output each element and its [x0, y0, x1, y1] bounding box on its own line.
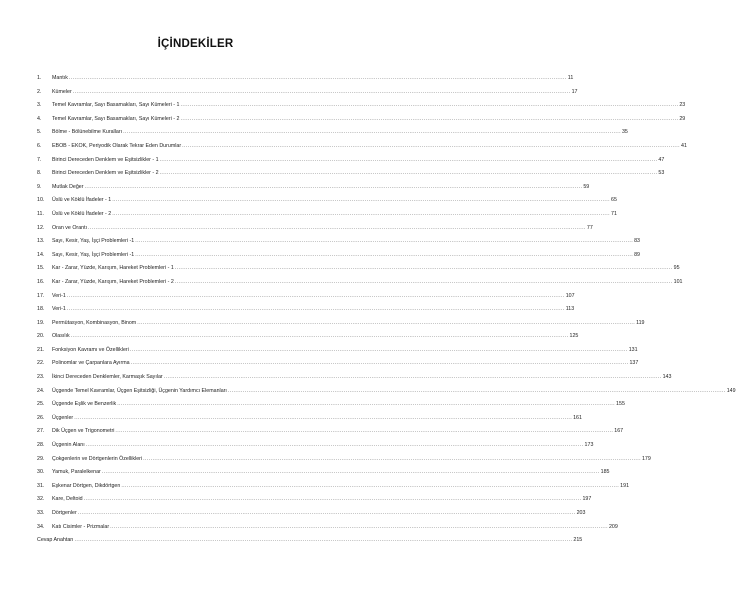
entry-page: 209	[608, 523, 618, 530]
entry-number: 16.	[37, 278, 45, 285]
entry-title: Dörtgenler	[52, 510, 77, 516]
entry-number: 25.	[37, 401, 45, 408]
entry-title: Sayı, Kesir, Yaş, İşçi Problemleri -1	[52, 238, 135, 245]
entry-page: 203	[576, 510, 586, 516]
dot-leader	[180, 99, 678, 113]
entry-title: Fonksiyon Kavramı ve Özellikleri	[52, 346, 129, 353]
dot-leader	[112, 194, 610, 208]
toc-entry[interactable]	[37, 466, 610, 480]
entry-number: 15.	[37, 265, 45, 272]
toc-entry[interactable]	[37, 140, 687, 154]
toc-entry[interactable]	[37, 453, 651, 467]
toc-entry[interactable]	[37, 194, 617, 208]
entry-title: Kümeler	[52, 88, 72, 95]
entry-title: Üçgenler	[52, 414, 74, 421]
toc-entry[interactable]	[37, 181, 590, 195]
toc-entry[interactable]	[37, 249, 640, 263]
dot-leader	[160, 154, 658, 168]
entry-number: 28.	[37, 442, 45, 449]
entry-page: 23	[679, 102, 686, 109]
toc-entry[interactable]	[37, 126, 628, 140]
entry-page: 53	[658, 170, 665, 177]
toc-entry[interactable]	[37, 154, 665, 168]
entry-title: Mantık	[52, 75, 68, 81]
entry-title: Üçgende Eşlik ve Benzerlik	[52, 401, 117, 408]
entry-page: 197	[582, 496, 592, 503]
entry-title: Permütasyon, Kombinasyon, Binom	[52, 319, 137, 326]
entry-title: Birinci Dereceden Denklem ve Eşitsizlikler - 1	[52, 156, 159, 163]
toc-entry[interactable]	[37, 86, 578, 100]
entry-number: 7.	[37, 156, 42, 163]
entry-title: Üçgenin Alanı	[52, 442, 85, 449]
dot-leader	[88, 222, 586, 236]
entry-page: 161	[573, 414, 582, 421]
entry-title: Kare, Deltoid	[52, 496, 83, 503]
entry-page: 65	[611, 197, 617, 204]
entry-title: Kar - Zarar, Yüzde, Karışım, Hareket Problemleri - 2	[52, 278, 174, 285]
entry-number: 30.	[37, 469, 45, 476]
entry-page: 131	[628, 346, 638, 353]
dot-leader	[175, 262, 673, 276]
entry-number: 9.	[37, 183, 42, 190]
dot-leader	[75, 534, 573, 548]
entry-title: Üslü ve Köklü İfadeler - 1	[52, 197, 112, 204]
entry-number: 26.	[37, 414, 45, 421]
entry-title: Sayı, Kesir, Yaş, İşçi Problemleri -1	[52, 251, 135, 258]
dot-leader	[130, 344, 628, 358]
dot-leader	[123, 126, 621, 140]
dot-leader	[73, 86, 571, 100]
dot-leader	[115, 425, 613, 439]
dot-leader	[67, 303, 565, 317]
entry-title: EBOB - EKOK, Periyodik Olarak Tekrar Eden Durumlar	[52, 142, 182, 149]
entry-page: 149	[726, 387, 736, 394]
dot-leader	[117, 398, 615, 412]
dot-leader	[84, 493, 582, 507]
entry-number: 31.	[37, 482, 45, 489]
entry-page: 119	[636, 319, 645, 326]
entry-page: 83	[634, 238, 640, 245]
entry-number: 20.	[37, 333, 45, 340]
dot-leader	[85, 181, 583, 195]
dot-leader	[135, 249, 633, 263]
entry-number: 34.	[37, 523, 45, 530]
toc-entry[interactable]	[37, 493, 592, 507]
entry-title: Üçgende Temel Kavramlar, Üçgen Eşitsizliği, Üçgenin Yardımcı Elemanları	[52, 387, 227, 394]
entry-page: 107	[565, 292, 575, 299]
entry-page: 77	[586, 224, 593, 231]
toc-entry[interactable]	[37, 290, 575, 304]
entry-number: 10.	[37, 197, 45, 204]
toc-entry[interactable]	[37, 208, 617, 222]
toc-entry[interactable]	[37, 385, 736, 399]
entry-page: 41	[681, 142, 687, 149]
toc-entry[interactable]	[37, 507, 586, 521]
dot-leader	[160, 167, 658, 181]
entry-number: 29.	[37, 455, 45, 462]
toc-entry[interactable]	[37, 412, 582, 426]
entry-title: Temel Kavramlar, Sayı Basamakları, Sayı Kümeleri - 2	[52, 115, 180, 122]
entry-number: 23.	[37, 374, 45, 381]
entry-page: 185	[600, 469, 610, 476]
entry-page: 137	[629, 360, 639, 367]
dot-leader	[137, 317, 635, 331]
dot-leader	[182, 140, 680, 154]
entry-page: 11	[567, 75, 574, 81]
entry-title: Dik Üçgen ve Trigonometri	[52, 428, 115, 435]
toc-entry[interactable]	[37, 99, 686, 113]
toc-entry[interactable]	[37, 425, 624, 439]
entry-title: Olasılık	[52, 333, 70, 340]
entry-number: 8.	[37, 170, 42, 177]
dot-leader	[74, 412, 572, 426]
entry-number: 1.	[37, 75, 42, 81]
entry-page: 59	[583, 183, 590, 190]
entry-number: 22.	[37, 360, 45, 367]
dot-leader	[164, 371, 662, 385]
toc-entry[interactable]	[37, 371, 672, 385]
entry-number: 11.	[37, 210, 44, 217]
entry-number: 32.	[37, 496, 45, 503]
entry-title: Temel Kavramlar, Sayı Basamakları, Sayı Kümeleri - 1	[52, 102, 180, 109]
dot-leader	[228, 385, 726, 399]
dot-leader	[143, 453, 641, 467]
entry-page: 113	[565, 306, 575, 313]
entry-page: 47	[658, 156, 665, 163]
entry-number: 19.	[37, 319, 45, 326]
entry-number: 24.	[37, 387, 45, 394]
toc-entry-answer-key[interactable]	[37, 534, 583, 548]
dot-leader	[121, 480, 619, 494]
entry-title: Çokgenlerin ve Dörtgenlerin Özellikleri	[52, 455, 143, 462]
entry-title: Veri-1	[52, 306, 66, 313]
entry-number: 13.	[37, 238, 45, 245]
dot-leader	[102, 466, 600, 480]
entry-number: 3.	[37, 102, 42, 109]
entry-title: Veri-1	[52, 292, 66, 299]
toc-entry[interactable]	[37, 480, 630, 494]
dot-leader	[135, 235, 633, 249]
toc-entry[interactable]	[37, 439, 594, 453]
entry-number: 5.	[37, 129, 42, 136]
entry-number: 4.	[37, 115, 42, 122]
dot-leader	[131, 357, 629, 371]
entry-page: 71	[611, 210, 617, 217]
toc-entry[interactable]	[37, 167, 665, 181]
entry-page: 89	[634, 251, 640, 258]
entry-number: 17.	[37, 292, 45, 299]
entry-number: 18.	[37, 306, 45, 313]
dot-leader	[67, 290, 565, 304]
entry-title: Birinci Dereceden Denklem ve Eşitsizlikler - 2	[52, 170, 159, 177]
toc-entry[interactable]	[37, 521, 618, 535]
entry-title: Oran ve Orantı	[52, 224, 88, 231]
entry-number: 33.	[37, 510, 45, 516]
page-title: İÇİNDEKİLER	[157, 38, 234, 50]
toc-entry[interactable]	[37, 398, 625, 412]
entry-title: Bölme - Bölünebilme Kuralları	[52, 129, 123, 136]
dot-leader	[69, 72, 567, 86]
entry-number: 27.	[37, 428, 45, 435]
toc-entry[interactable]	[37, 357, 639, 371]
entry-page: 101	[673, 278, 683, 285]
entry-page: 167	[614, 428, 624, 435]
entry-title: Mutlak Değer	[52, 183, 84, 190]
dot-leader	[71, 330, 569, 344]
entry-title: Polinomlar ve Çarpanlara Ayırma	[52, 360, 130, 367]
entry-page: 191	[620, 482, 630, 489]
dot-leader	[86, 439, 584, 453]
toc-entry[interactable]	[37, 276, 683, 290]
dot-leader	[180, 113, 678, 127]
table-of-contents	[37, 72, 736, 548]
toc-entry[interactable]	[37, 113, 686, 127]
dot-leader	[112, 208, 610, 222]
toc-entry[interactable]	[37, 317, 645, 331]
entry-page: 29	[679, 115, 686, 122]
entry-title: Katı Cisimler - Prizmalar	[52, 523, 110, 530]
entry-title: Kar - Zarar, Yüzde, Karışım, Hareket Problemleri - 1	[52, 265, 174, 272]
entry-number: 21.	[37, 346, 45, 353]
entry-page: 215	[573, 537, 583, 544]
entry-number: 12.	[37, 224, 45, 231]
entry-page: 95	[673, 265, 680, 272]
entry-page: 143	[662, 374, 672, 381]
toc-entry[interactable]	[37, 222, 593, 236]
entry-number: 2.	[37, 88, 42, 95]
entry-number: 14.	[37, 251, 45, 258]
entry-page: 17	[571, 88, 578, 95]
toc-entry[interactable]	[37, 303, 575, 317]
dot-leader	[78, 507, 576, 521]
toc-entry[interactable]	[37, 330, 579, 344]
toc-entry[interactable]	[37, 262, 680, 276]
entry-title: Üslü ve Köklü İfadeler - 2	[52, 210, 112, 217]
entry-page: 35	[621, 129, 628, 136]
toc-entry[interactable]	[37, 235, 640, 249]
entry-title: Yamuk, Paralelkenar	[52, 469, 101, 476]
entry-title: Eşkenar Dörtgen, Dikdörtgen	[52, 482, 121, 489]
toc-entry[interactable]	[37, 72, 574, 86]
dot-leader	[175, 276, 673, 290]
entry-page: 155	[616, 401, 625, 408]
entry-title: Cevap Anahtarı	[37, 537, 74, 544]
entry-number: 6.	[37, 142, 42, 149]
entry-title: İkinci Dereceden Denklemler, Karmaşık Sayılar	[52, 374, 163, 381]
toc-entry[interactable]	[37, 344, 638, 358]
entry-page: 173	[584, 442, 594, 449]
dot-leader	[110, 521, 608, 535]
entry-page: 179	[641, 455, 651, 462]
entry-page: 125	[569, 333, 579, 340]
